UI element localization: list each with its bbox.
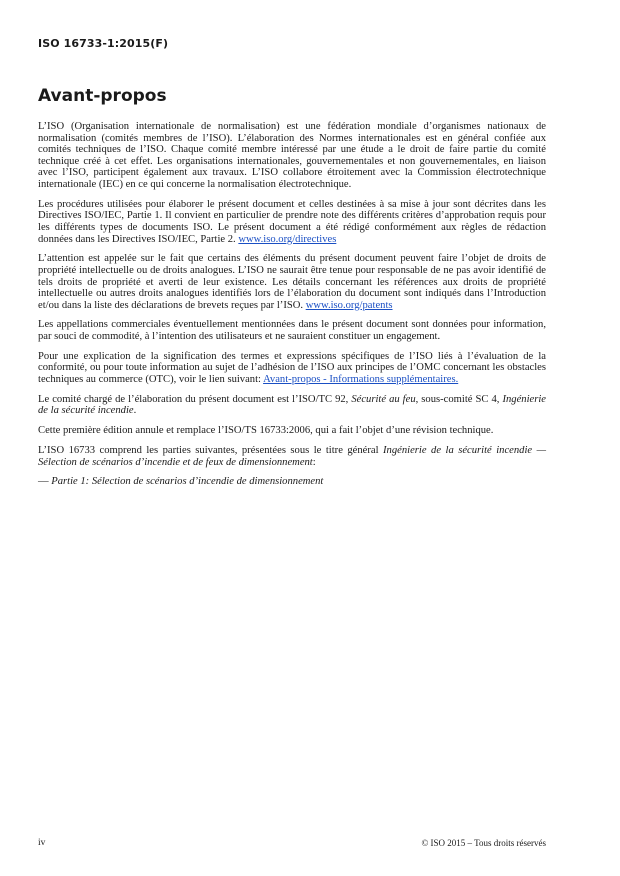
- paragraph-patents-text: L’attention est appelée sur le fait que certains des éléments du présent document peuvent faire l’objet de droits de propriété intellectuelle ou de droits analogues. L’ISO ne saurait être tenue pour responsable de ne pas avoir identifié de tels droits de propriété et averti de leur existence. Les détails concernant les références aux droits de propriété intellectuelle ou autres droits analogues identifiés lors de l’élaboration du document sont indiqués dans l’Introduction et/ou dans la liste des déclarations de brevets reçues par l’ISO.: [38, 253, 546, 311]
- list-dash: —: [38, 476, 52, 488]
- standard-identifier: ISO 16733-1:2015(F): [38, 37, 169, 50]
- committee-tc-name: Sécurité au feu: [351, 393, 416, 405]
- page-number: iv: [38, 838, 46, 848]
- paragraph-patents: [38, 253, 546, 311]
- paragraph-parts: [38, 445, 546, 468]
- list-item-part-1: [38, 476, 546, 488]
- copyright-notice: © ISO 2015 – Tous droits réservés: [421, 838, 546, 848]
- committee-text-c: .: [133, 405, 137, 417]
- part-1-title: Partie 1: Sélection de scénarios d’incendie de dimensionnement: [51, 476, 324, 488]
- committee-text-b: , sous-comité SC 4,: [415, 393, 503, 405]
- foreword-body: [38, 121, 546, 496]
- parts-text-b: :: [312, 456, 316, 468]
- paragraph-committee: [38, 394, 546, 417]
- paragraph-conformity: [38, 351, 546, 386]
- committee-text-a: Le comité chargé de l’élaboration du présent document est l’ISO/TC 92,: [38, 393, 352, 405]
- directives-link[interactable]: www.iso.org/directives: [238, 233, 337, 245]
- paragraph-edition: Cette première édition annule et remplace l’ISO/TS 16733:2006, qui a fait l’objet d’une révision technique.: [38, 425, 494, 437]
- supplementary-info-link[interactable]: Avant-propos - Informations supplémentaires.: [263, 374, 459, 386]
- paragraph-procedures: [38, 199, 546, 245]
- paragraph-iso-organisation: L’ISO (Organisation internationale de normalisation) est une fédération mondiale d’organismes nationaux de normalisation (comités membres de l’ISO). L’élaboration des Normes internationales est en général confiée aux comités techniques de l’ISO. Chaque comité membre intéressé par une étude a le droit de faire partie du comité technique créé à cet effet. Les organisations internationales, gouvernementales et non gouvernementales, en liaison avec l’ISO, participent également aux travaux. L’ISO collabore étroitement avec la Commission électrotechnique internationale (IEC) en ce qui concerne la normalisation électrotechnique.: [38, 121, 546, 190]
- paragraph-trade-names: Les appellations commerciales éventuellement mentionnées dans le présent document sont données pour information, par souci de commodité, à l’intention des utilisateurs et ne sauraient constituer un engagement.: [38, 319, 546, 343]
- parts-general-title: Ingénierie de la sécurité incendie — Sélection de scénarios d’incendie et de feux de dimensionnement: [38, 444, 546, 468]
- paragraph-conformity-text: Pour une explication de la signification des termes et expressions spécifiques de l’ISO liés à l’évaluation de la conformité, ou pour toute information au sujet de l’adhésion de l’ISO aux principes de l’OMC concernant les obstacles techniques au commerce (OTC), voir le lien suivant:: [38, 350, 546, 386]
- committee-sc-name: Ingénierie de la sécurité incendie: [38, 393, 546, 417]
- paragraph-procedures-text: Les procédures utilisées pour élaborer le présent document et celles destinées à sa mise à jour sont décrites dans les Directives ISO/IEC, Partie 1. Il convient en particulier de prendre note des différents critères d’approbation requis pour les différents types de documents ISO. Le présent document a été rédigé conformément aux règles de rédaction données dans les Directives ISO/IEC, Partie 2.: [38, 198, 546, 245]
- patents-link[interactable]: www.iso.org/patents: [305, 299, 393, 311]
- page-title: Avant-propos: [38, 86, 167, 106]
- parts-text-a: L’ISO 16733 comprend les parties suivantes, présentées sous le titre général: [38, 444, 384, 456]
